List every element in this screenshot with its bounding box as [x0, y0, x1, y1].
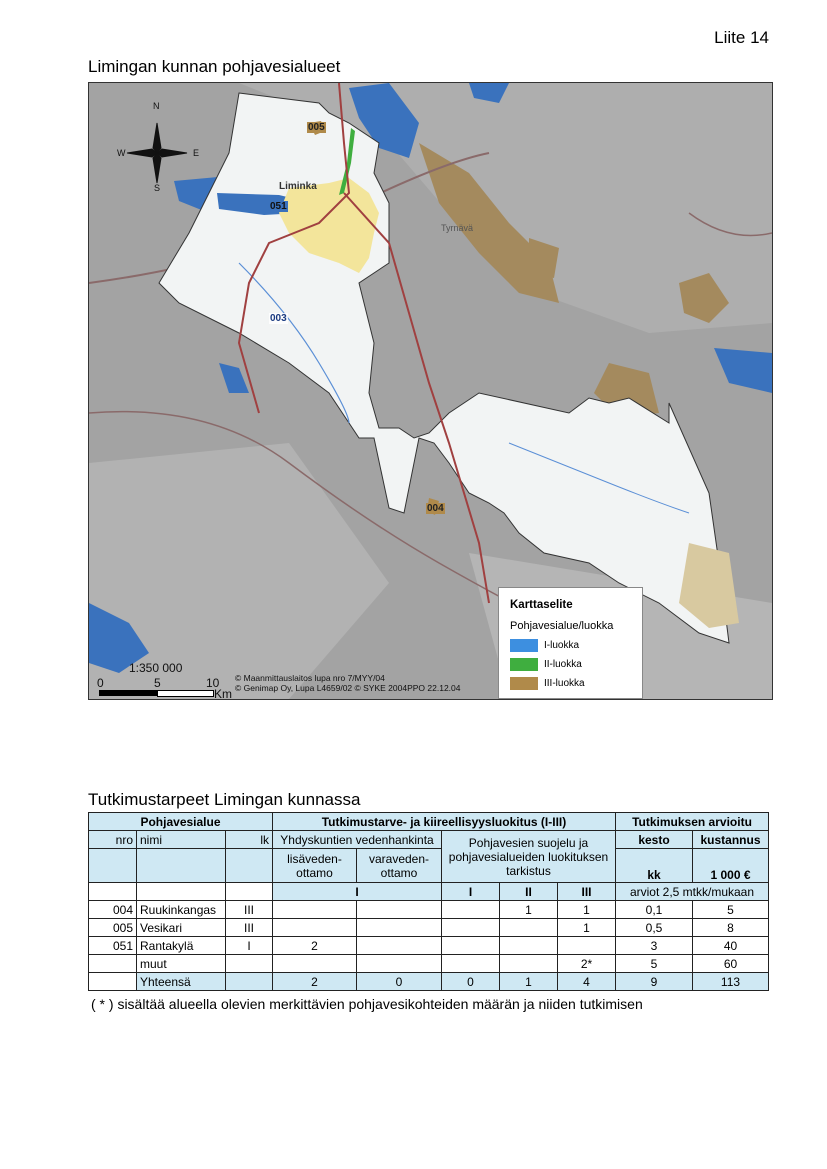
total-vara: 0 — [357, 973, 442, 991]
header-pohjavesialue: Pohjavesialue — [89, 813, 273, 831]
cell-vara — [357, 955, 442, 973]
cell-kust: 8 — [693, 919, 769, 937]
header-class-i-merged: I — [273, 883, 442, 901]
cell-s1 — [442, 937, 500, 955]
total-empty — [89, 973, 137, 991]
map-canvas — [89, 83, 772, 699]
cell-lisa — [273, 901, 357, 919]
total-label: Yhteensä — [137, 973, 226, 991]
cell-lk: I — [226, 937, 273, 955]
header-euro: 1 000 € — [693, 849, 769, 883]
table-row — [89, 919, 769, 937]
map-title: Limingan kunnan pohjavesialueet — [88, 57, 341, 76]
cell-nimi: Rantakylä — [137, 937, 226, 955]
table-title: Tutkimustarpeet Limingan kunnassa — [88, 790, 361, 809]
legend-label-2: II-luokka — [544, 658, 582, 670]
legend-label-1: I-luokka — [544, 639, 580, 651]
copyright-line-1: © Maanmittauslaitos lupa nro 7/MYY/04 — [235, 673, 385, 683]
cell-lk: III — [226, 919, 273, 937]
table-row — [89, 901, 769, 919]
cell-lisa: 2 — [273, 937, 357, 955]
cell-nro: 051 — [89, 937, 137, 955]
header-kustannus: kustannus — [693, 831, 769, 849]
cell-nro: 004 — [89, 901, 137, 919]
cell-vara — [357, 919, 442, 937]
area-label-005: 005 — [308, 122, 325, 133]
cell-kust: 5 — [693, 901, 769, 919]
total-s1: 0 — [442, 973, 500, 991]
cell-kesto: 0,1 — [616, 901, 693, 919]
table-row — [89, 937, 769, 955]
cell-nro: 005 — [89, 919, 137, 937]
scale-ratio: 1:350 000 — [129, 661, 183, 675]
cell-nro — [89, 955, 137, 973]
cell-s3: 1 — [558, 901, 616, 919]
map-legend — [498, 587, 643, 699]
legend-title: Karttaselite — [510, 599, 573, 611]
header-empty-2 — [137, 849, 226, 883]
cell-s2 — [500, 919, 558, 937]
total-row — [89, 973, 769, 991]
legend-label-3: III-luokka — [544, 677, 585, 689]
cell-s1 — [442, 955, 500, 973]
compass-north: N — [153, 101, 160, 111]
cell-kust: 60 — [693, 955, 769, 973]
cell-nimi: muut — [137, 955, 226, 973]
place-label-liminka: Liminka — [279, 181, 317, 192]
compass-south: S — [154, 183, 161, 193]
header-tutkimustarve: Tutkimustarve- ja kiireellisyysluokitus (I-III) — [273, 813, 616, 831]
header-empty-1 — [89, 849, 137, 883]
compass-east: E — [193, 148, 200, 158]
cell-s1 — [442, 901, 500, 919]
cell-s2 — [500, 955, 558, 973]
cell-kesto: 0,5 — [616, 919, 693, 937]
area-label-003: 003 — [270, 313, 287, 324]
cell-vara — [357, 937, 442, 955]
total-kesto: 9 — [616, 973, 693, 991]
header-empty-4 — [89, 883, 137, 901]
header-class-i: I — [442, 883, 500, 901]
header-empty-3 — [226, 849, 273, 883]
cell-kust: 40 — [693, 937, 769, 955]
scale-tick-5: 5 — [154, 676, 161, 690]
map-copyright — [235, 673, 461, 693]
table-row — [89, 955, 769, 973]
total-s2: 1 — [500, 973, 558, 991]
cell-s2: 1 — [500, 901, 558, 919]
legend-swatch-3 — [510, 677, 538, 690]
cell-kesto: 3 — [616, 937, 693, 955]
header-row-3 — [89, 849, 769, 883]
cell-s3: 2* — [558, 955, 616, 973]
scale-bar-black — [99, 690, 157, 696]
legend-subtitle: Pohjavesialue/luokka — [510, 620, 614, 632]
page-label: Liite 14 — [714, 28, 769, 47]
legend-item-1 — [510, 638, 579, 652]
header-lisaveden: lisäveden-ottamo — [273, 849, 357, 883]
cell-kesto: 5 — [616, 955, 693, 973]
header-yhdyskuntien: Yhdyskuntien vedenhankinta — [273, 831, 442, 849]
header-suojelu: Pohjavesien suojelu ja pohjavesialueiden luokituksen tarkistus — [442, 831, 616, 883]
scale-tick-0: 0 — [97, 676, 104, 690]
header-empty-6 — [226, 883, 273, 901]
cell-vara — [357, 901, 442, 919]
scale-unit: Km — [214, 687, 232, 700]
legend-item-2 — [510, 657, 582, 671]
scale-tick-10: 10 — [206, 676, 220, 690]
groundwater-map — [88, 82, 773, 700]
cell-s1 — [442, 919, 500, 937]
cell-lisa — [273, 919, 357, 937]
cell-lk — [226, 955, 273, 973]
cell-nimi: Ruukinkangas — [137, 901, 226, 919]
header-row-4 — [89, 883, 769, 901]
header-arviot: arviot 2,5 mtkk/mukaan — [616, 883, 769, 901]
cell-s3: 1 — [558, 919, 616, 937]
total-kust: 113 — [693, 973, 769, 991]
header-varaveden: varaveden-ottamo — [357, 849, 442, 883]
cell-nimi: Vesikari — [137, 919, 226, 937]
header-lk: lk — [226, 831, 273, 849]
copyright-line-2: © Genimap Oy, Lupa L4659/02 © SYKE 2004PPO 22.12.04 — [235, 683, 461, 693]
cell-s3 — [558, 937, 616, 955]
compass-west: W — [117, 148, 126, 158]
header-nimi: nimi — [137, 831, 226, 849]
header-row-2 — [89, 831, 769, 849]
area-label-051: 051 — [270, 201, 287, 212]
place-label-tyrnava: Tyrnävä — [441, 223, 474, 233]
header-class-ii: II — [500, 883, 558, 901]
header-kk: kk — [616, 849, 693, 883]
header-nro: nro — [89, 831, 137, 849]
cell-s2 — [500, 937, 558, 955]
area-label-004: 004 — [427, 503, 444, 514]
total-lisa: 2 — [273, 973, 357, 991]
header-arvioitu: Tutkimuksen arvioitu — [616, 813, 769, 831]
table-footnote: ( * ) sisältää alueella olevien merkittävien pohjavesikohteiden määrän ja niiden tutkimisen — [91, 996, 643, 1012]
cell-lisa — [273, 955, 357, 973]
legend-item-3 — [510, 676, 585, 690]
legend-swatch-2 — [510, 658, 538, 671]
total-s3: 4 — [558, 973, 616, 991]
total-lk — [226, 973, 273, 991]
legend-swatch-1 — [510, 639, 538, 652]
research-needs-table — [88, 812, 769, 991]
header-row-1 — [89, 813, 769, 831]
scale-bar-white — [157, 690, 214, 697]
header-empty-5 — [137, 883, 226, 901]
header-kesto: kesto — [616, 831, 693, 849]
cell-lk: III — [226, 901, 273, 919]
header-class-iii: III — [558, 883, 616, 901]
